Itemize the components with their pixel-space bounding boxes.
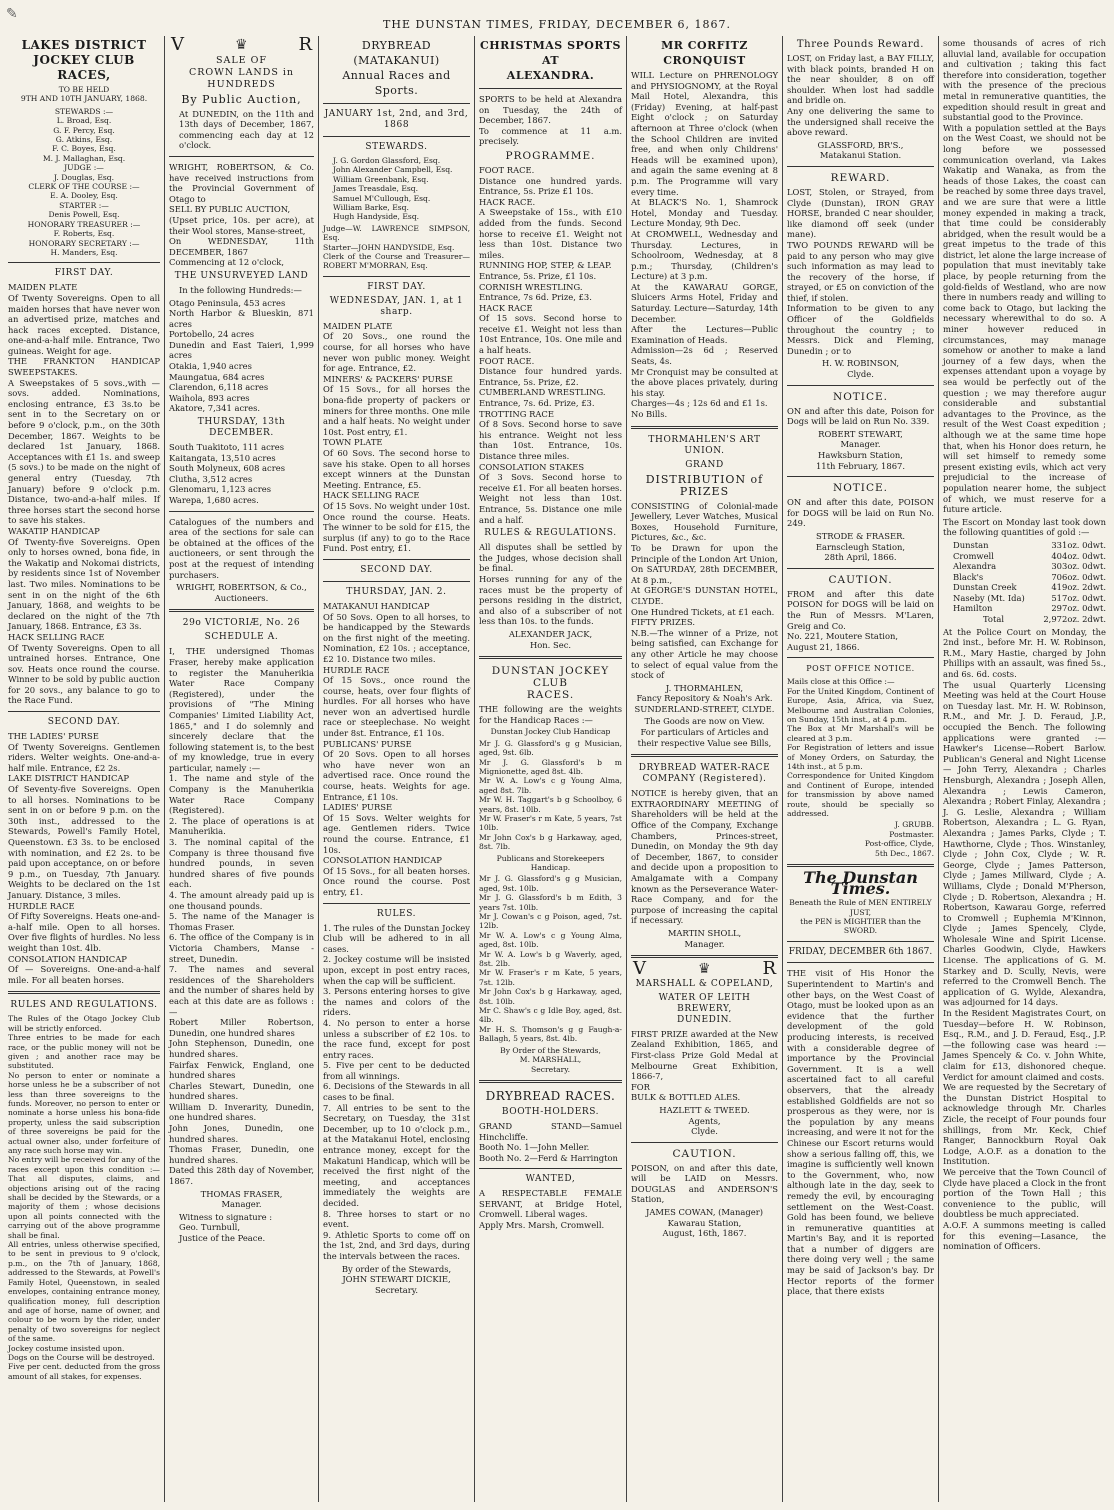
first-day-date: WEDNESDAY, JAN. 1, at 1 sharp.: [329, 295, 464, 317]
caution-text: FROM and after this date POISON for DOGS will be laid on the Run of Messrs. M'Laren, Greig and Co. No. 221, Moutere Station, August 21, 1866.: [787, 588, 934, 652]
water-race-signature: MARTIN SHOLL, Manager.: [667, 927, 742, 949]
djc-handicap-title: Dunstan Jockey Club Handicap: [490, 727, 611, 737]
reward-1-text: LOST, on Friday last, a BAY FILLY, with black points, branded H on the near shoulder, 8 on off shoulder. When lost had saddle and bridle on. Any one delivering the same to the undersigned shall receive the above reward.: [787, 53, 934, 138]
booth-holders-list: GRAND STAND—Samuel Hinchcliffe. Booth No. 1—John Meller. Booth No. 2—Ferd & Harrington: [479, 1120, 622, 1163]
hundreds-intro: In the following Hundreds:—: [179, 284, 302, 295]
rules-text: All disputes shall be settled by the Judges, whose decision shall be final. Horses running for any of the races must be the property of persons residing in the district, and also of a subscriber of not less than 10s. to the funds.: [479, 542, 622, 627]
hundred-row-cell: Otakia, 1,940 acres: [169, 361, 252, 372]
column-5: [626, 36, 782, 1502]
brewery-agents: HAZLETT & TWEED. Agents, Clyde.: [659, 1104, 750, 1137]
divider: [169, 609, 314, 612]
crown-icon: ♛: [697, 961, 711, 978]
hundred-row: [169, 453, 314, 464]
second-day-heading: SECOND DAY.: [360, 564, 433, 575]
divider: [479, 1080, 622, 1083]
schedule-heading: SCHEDULE A.: [204, 632, 279, 643]
schedule-signature: THOMAS FRASER, Manager.: [200, 1188, 283, 1210]
notice-1-signature: ROBERT STEWART, Manager. Hawksburn Station, 11th February, 1867.: [815, 428, 906, 471]
column-3: [318, 36, 474, 1502]
crest-letter-v: V: [171, 36, 184, 55]
hundred-row-cell: Akatore, 7,341 acres.: [169, 403, 261, 414]
djc-signature: By Order of the Stewards, M. MARSHALL, Secretary.: [500, 1045, 601, 1074]
divider: [8, 991, 160, 994]
divider: [323, 903, 470, 904]
divider: [787, 962, 934, 963]
editorial-text: THE visit of His Honor the Superintendent to Martin's and other bays, on the West Coast of Otago, must be looked upon as an evidence that the further development of the gold producing interests, is received with a considerable degree of importance by the Provincial Government. It is a well ascertained fact to all careful observers, that the already established Goldfields are not so prosperous as they were, nor is the population by any means increasing, and were it not for the Chinese our Escort returns would show a serious falling off, this, we imagine is sufficiently well known to the Government, who, now although late in the day, seek to remedy the evil, by encouraging settlement on the West-Coast. Gold has been found, we believe in remunerative quantities at Martin's Bay, and it is reported that a number of diggers are there doing very well ; the same may be said of Jackson's bay. Dr Hector reports of the former place, that there exists: [787, 968, 934, 1297]
water-race-notice: NOTICE is hereby given, that an EXTRAORDINARY MEETING of Shareholders will be held at the Office of the Company, Exchange Chambers, Princes-street, Dunedin, on Monday the 9th day of December, 1867, to consider and decide upon a proposition to Amalgamate with a Company known as the Perseverance Water-Race Company, and for the purpose of increasing the capital if necessary.: [631, 788, 778, 926]
caution-heading: CAUTION.: [672, 1147, 737, 1160]
act-reference: 29o VICTORIÆ, No. 26: [182, 618, 301, 629]
secretary-signature: JOHN STEWART DICKIE, Secretary.: [342, 1274, 451, 1295]
hundred-row-cell: Clarendon, 6,118 acres: [169, 382, 269, 393]
first-day-races: MAIDEN PLATE Of 20 Sovs., one round the course, for all horses who have never won public money. Weight for age. Entrance, £2. MINERS' & PACKERS' PURSE Of 15 Sovs., for all horses the bona-fide property of packers or miners for three months. One mile and a half heats. No weight under 10st. Post entry, £1. TOWN PLATE Of 60 Sovs. The second horse to save his stake. Open to all horses except winners at the Dunstan Meeting. Entrance, £5. HACK SELLING RACE Of 15 Sovs. No weight under 10st. Once round the course. Heats. The winner to be sold for £15, the surplus (if any) to go to the Race Fund. Post entry, £1.: [323, 320, 470, 554]
hundred-row-cell: Otago Peninsula, 453 acres: [169, 297, 286, 308]
gold-row-cell: 404oz. 0dwt.: [1051, 550, 1106, 561]
caution-heading: CAUTION.: [828, 573, 893, 586]
brewery-subheading: WATER OF LEITH BREWERY, DUNEDIN.: [658, 992, 751, 1025]
rules-heading: RULES & REGULATIONS.: [484, 528, 617, 539]
divider: [8, 711, 160, 712]
hundred-row-cell: South Tuakitoto, 111 acres: [169, 442, 285, 453]
drybread-dates: JANUARY 1st, 2nd, and 3rd, 1868: [324, 109, 469, 130]
gold-total-label: Total: [983, 614, 1005, 625]
hundred-row-cell: Kaitangata, 13,510 acres: [169, 452, 276, 463]
wanted-text: A RESPECTABLE FEMALE SERVANT, at Bridge Hotel, Cromwell. Liberal wages. Apply Mrs. Marsh, Cromwell.: [479, 1188, 622, 1231]
sports-signature: ALEXANDER JACK, Hon. Sec.: [508, 628, 593, 650]
hundred-row-cell: Waihola, 893 acres: [169, 392, 250, 403]
divider: [787, 385, 934, 386]
hundred-row: [169, 308, 314, 329]
three-pounds-reward-heading: Three Pounds Reward.: [796, 39, 925, 50]
divider: [631, 955, 778, 958]
lakes-officials: STEWARDS :— L. Broad, Esq. G. F. Percy, Esq. G. Atkins, Esq. F. C. Boyes, Esq. M. J. Mallaghan, Esq. JUDGE :— J. Douglas, Esq. CLERK OF THE COURSE :— E. A. Dooley, Esq. STARTER :— Denis Powell, Esq. HONORARY TREASURER :— F. Roberts, Esq. HONORARY SECRETARY :— H. Manders, Esq.: [27, 106, 141, 257]
reward-2-text: LOST, Stolen, or Strayed, from Clyde (Dunstan), IRON GRAY HORSE, branded C near shoulder, like diamond off seek (under mane). TWO POUNDS REWARD will be paid to any person who may give such information as may lead to the recovery of the horse, if strayed, or £5 on conviction of the thief, if stolen. Information to be given to any Officer of the Goldfields throughout the country ; to Messrs. Dick and Fleming, Dunedin ; or to: [787, 186, 934, 356]
first-day-heading: FIRST DAY.: [367, 281, 426, 292]
divider: [787, 864, 934, 867]
hundreds-list-2: [169, 442, 314, 506]
gold-row: [953, 593, 1106, 604]
gold-row: [953, 572, 1106, 583]
schedule-text: I, THE undersigned Thomas Fraser, hereby make application to register the Manuherikia Water Race Company (Registered), under the provisions of "The Mining Companies' Limited Liability Act, 1865," and I do solemnly and sincerely declare that the following statement is, to the best of my knowledge, true in every particular, namely :— 1. The name and style of the Company is the Manuherikia Water Race Company (Registered). 2. The place of operations is at Manuherikia. 3. The nominal capital of the Company is three thousand five hundred pounds, in seven hundred shares of five pounds each. 4. The amount already paid up is one thousand pounds. 5. The name of the Manager is Thomas Fraser. 6. The office of the Company is in Victoria Chambers, Manse - street, Dunedin. 7. The names and several residences of the Shareholders and the number of shares held by each at this date are as follows :— Robert Miller Robertson, Dunedin, one hundred shares John Stephenson, Dunedin, one hundred shares. Fairfax Fenwick, England, one hundred shares Charles Stewart, Dunedin, one hundred shares. William D. Inverarity, Dunedin, one hundred shares. John Jones, Dunedin, one hundred shares. Thomas Fraser, Dunedin, one hundred shares. Dated this 28th day of November, 1867.: [169, 646, 314, 1187]
distribution-heading: DISTRIBUTION of PRIZES: [645, 472, 764, 498]
public-auction-heading: By Public Auction,: [181, 92, 302, 106]
gold-row-cell: 517oz. 0dwt.: [1051, 592, 1106, 603]
column-4: [474, 36, 626, 1502]
gold-row-cell: 303oz. 0dwt.: [1051, 561, 1106, 572]
editorial-dateline: FRIDAY, DECEMBER 6th 1867.: [788, 946, 933, 957]
second-day-heading: SECOND DAY.: [47, 717, 121, 728]
hundred-row: [169, 372, 314, 383]
gold-row-cell: Dunstan Creek: [953, 582, 1017, 593]
publicans-handicap-entries: Mr J. G. Glassford's g g Musician, aged, 9st. 10lb. Mr J. G. Glassford's b m Edith, 3 years 7st. 10lb. Mr J. Cowan's c g Poison, aged, 7st. 12lb. Mr W. A. Low's c g Young Alma, aged, 8st. 10lb. Mr W. A. Low's b g Waverly, aged, 8st. 2lb. Mr W. Fraser's r m Kate, 5 years, 7st. 12lb. Mr John Cox's b g Harkaway, aged, 8st. 10lb. Mr C. Shaw's c g Idle Boy, aged, 8st. 4lb. Mr H. S. Thomson's g g Faugh-a-Ballagh, 5 years, 8st. 4lb.: [479, 874, 622, 1044]
hundred-row-cell: Warepa, 1,680 acres.: [169, 495, 259, 505]
motto: Beneath the Rule of MEN ENTIRELY JUST, the PEN is MIGHTIER than the SWORD.: [789, 898, 932, 936]
djc-intro: THE following are the weights for the Handicap Races :—: [479, 704, 622, 725]
gold-escort-table: [943, 540, 1106, 614]
hundred-row: [169, 484, 314, 495]
stewards-list: J. G. Gordon Glassford, Esq. John Alexander Campbell, Esq. William Greenbank, Esq. James Treasdale, Esq. Samuel M'Cullough, Esq. William Barke, Esq. Hugh Handyside, Esq.: [333, 156, 453, 222]
divider: [631, 754, 778, 757]
hundred-row-cell: Portobello, 24 acres: [169, 329, 255, 340]
caution-signature: JAMES COWAN, (Manager) Kawarau Station, August, 16th, 1867.: [646, 1207, 763, 1239]
hundred-row: [169, 442, 314, 453]
hundred-row-cell: Clutha, 3,512 acres: [169, 473, 253, 484]
hundred-row: [169, 382, 314, 393]
thormahlen-signature: J. THORMAHLEN, Fancy Repository & Noah's Ark. SUNDERLAND-STREET, CLYDE.: [634, 682, 775, 714]
local-news: At the Police Court on Monday, the 2nd inst., before Mr. H. W. Robinson, R.M., Mary Hastie, charged by John Phillips with an assault, was fined 5s., and 6s. 6d. costs. The usual Quarterly Licensing Meeting was held at the Court House on Tuesday last. Mr. H. W. Robinson, R.M., and Mr. J. D. Feraud, J.P., occupied the Bench. The following applications were granted :—Hawker's License—Robert Barlow. Publican's General and Night License — John Terry, Alexandra ; Charles Hensburgh, Alexandra ; Joseph Allen, Alexandra ; Lewis Cameron, Alexandra ; Robert Finlay, Alexandra ; J. G. Leslie, Alexandra ; William Robertson, Alexandra ; L. G. Ryan, Alexandra ; James Parks, Clyde ; T. Hawthorne, Clyde ; Thos. Winstanley, Clyde ; John Cox, Clyde ; W. R. George, Clyde ; James Patterson, Clyde ; James Millward, Clyde ; A. Williams, Clyde ; Donald M'Pherson, Clyde ; D. Robertson, Alexandra ; H. Robertson, Kawarau Gorge, referred to Cromwell ; Euphemia M'Kinnon, Clyde ; James Spencely, Clyde, Wholesale Wine and Spirit License. Charles Goodwin, Clyde, Hawkers License. The applications of G. M. Starkey and D. Scully, Nevis, were referred to the Cromwell Bench. The application of G. Wylde, Alexandra, was adjourned for 14 days. In the Resident Magistrates Court, on Tuesday—before H. W. Robinson, Esq., R.M., and J. D. Feraud, Esq., J.P.—the following case was heard :—James Spencely & Co. v. John White, claim for £13, dishonored cheque. Verdict for amount claimed and costs. We are requested by the Secretary of the Dunstan District Hospital to acknowledge through Mr. Charles Zicle, the receipt of Four pounds four shillings, from Mr. Keck, Chief Ranger, Bannockburn Royal Oak Lodge, A.O.F. as a donation to the Institution. We perceive that the Town Council of Clyde have placed a Clock in the front portion of the Town Hall ; this convenience to the public, will doubtless be much appreciated. A.O.F. A summons meeting is called for this evening—Lasance, the nomination of Officers.: [943, 626, 1106, 1252]
hundred-row-cell: Glenomaru, 1,123 acres: [169, 484, 271, 495]
gold-row-cell: Black's: [953, 571, 984, 582]
royal-crest: [171, 36, 312, 55]
art-union-footer: The Goods are now on View. For particulars of Articles and their respective Value see Bills,: [637, 716, 772, 748]
caution-text: POISON, on and after this date, will be LAID on Messrs. DOUGLAS and ANDERSON'S Station,: [631, 1162, 778, 1205]
gold-total-row: [943, 614, 1106, 625]
first-day-heading: FIRST DAY.: [54, 268, 114, 279]
hundred-row-cell: North Harbor & Blueskin, 871 acres: [169, 308, 314, 329]
second-day-races: THE LADIES' PURSE Of Twenty Sovereigns. Gentlemen riders. Welter weights. One-and-a-half mile. Entrance, £2 2s. LAKE DISTRICT HANDICAP Of Seventy-five Sovereigns. Open to all horses. Nominations to be sent in on or before 9 p.m. on the 30th inst., addressed to the Stewards, Powell's Family Hotel, Queenstown. £3 3s. to be enclosed with nomination, and £2 2s. to be paid upon acceptance, on or before 9 p.m., on Tuesday, 7th January. Weights to be declared on the 1st January. Distance, 3 miles. HURDLE RACE Of Fifty Sovereigns. Heats one-and-a-half mile. Open to all horses. Over five flights of hurdles. No less weight than 10st. 4lb. CONSOLATION HANDICAP Of — Sovereigns. One-and-a-half mile. For all beaten horses.: [8, 731, 160, 985]
divider: [787, 657, 934, 658]
divider: [479, 656, 622, 659]
reward-2-signature: H. W. ROBINSON, Clyde.: [821, 358, 900, 380]
rules-list: 1. The rules of the Dunstan Jockey Club will be adhered to in all cases. 2. Jockey costume will be insisted upon, except in post entry races, when the cap will be sufficient. 3. Persons entering horses to give the names and colors of the riders. 4. No person to enter a horse unless a subscriber of £2 10s. to the race fund, except for post entry races. 5. Five per cent to be deducted from all winnings. 6. Decisions of the Stewards in all cases to be final. 7. All entries to be sent to the Secretary, on Tuesday, the 31st December, up to 10 o'clock p.m., at the Matakanui Hotel, enclosing entrance money, except for the Makatuni Handicap, which will be received the first night of the meeting, and acceptances immediately the weights are decided. 8. Three horses to start or no event. 9. Athletic Sports to come off on the 1st, 2nd, and 3rd days, during the intervals between the races.: [323, 922, 470, 1261]
dunstan-times-masthead: The Dunstan Times.: [803, 868, 918, 898]
newspaper-header: THE DUNSTAN TIMES, FRIDAY, DECEMBER 6, 1867.: [383, 18, 731, 31]
notice-2-text: ON and after this date, POISON for DOGS will be laid on Run No. 249.: [787, 497, 934, 529]
postmaster-signature: J. GRUBB. Postmaster. Post-office, Clyde, 5th Dec., 1867.: [864, 820, 934, 858]
gold-row-cell: Dunstan: [953, 539, 989, 550]
unsurveyed-heading: THE UNSURVEYED LAND: [174, 270, 309, 281]
hundred-row: [169, 361, 314, 372]
grand-label: GRAND: [685, 459, 724, 470]
editorial-continued: some thousands of acres of rich alluvial land, available for occupation and cultivation ; taking this fact therefore into consideration, together with the presence of the precious metal in remunerative quantities, the expedition should result in great and substantial good to the Province. With a population settled at the Bays on the West Coast, we should not be long before we possessed communication overland, via Lakes Wakatip and Wanaka, as from the heads of those Lakes, the coast can be reached by some three days travel, and we are sure that were a little money expended in making a track, that time could be considerably abridged, when the result would be a great impetus to the trade of this district, let alone the large increase of population that must inevitably take place, by people returning from the gold-fields of Westland, who are now there in numbers ready and willing to come back to Otago, but lacking the necessary wherewithal to do so. A miner however reduced in circumstances, may manage somehow or another to make a land journey of a few days, when the expenses attendant upon a voyage by sea would be perfectly out of the question ; we may therefore augur considerable and substantial advantages to the Province, as the result of the West Coast expedition ; although we at the same time hope that, when his Honor does return, he will set himself to remedy some present existing evils, which act very prejudicial to the increase of population nearer home, the subject of which, we must reserve for a future article.: [943, 38, 1106, 515]
second-day-races: MATAKANUI HANDICAP Of 50 Sovs. Open to all horses, to be handicapped by the Stewards on the first night of the meeting. Nomination, £2 10s. ; acceptance, £2 10. Distance two miles. HURDLE RACE Of 15 Sovs., once round the course, heats, over four flights of hurdles. For all horses who have never won an advertised hurdle race or steeplechase. No weight under 8st. Entrance, £1 10s. PUBLICANS' PURSE Of 20 Sovs. Open to all horses who have never won an advertised race. Once round the course, heats. Weights for age. Entrance, £1 10s. LADIES' PURSE Of 15 Sovs. Welter weights for age. Gentlemen riders. Twice round the course. Entrance, £1 10s. CONSOLATION HANDICAP Of 15 Sovs., for all beaten horses. Once round the course. Post entry, £1.: [323, 600, 470, 897]
rules-text: The Rules of the Otago Jockey Club will be strictly enforced. Three entries to be made for each race, or the public money will not be given ; and another race may be substituted. No person to enter or nominate a horse unless he be a subscriber of not less than three sovereigns to the funds. Moreover, no person to enter or nominate a horse unless his bona-fide property, unless the said subscription of three sovereigns be paid for the actual owner also, under forfeiture of any race such horse may win. No entry will be received for any of the races except upon this condition :—That all disputes, claims, and objections arising out of the racing shall be decided by the Stewards, or a majority of them ; whose decisions upon all points connected with the carrying out of the above programme shall be final. All entries, unless otherwise specified, to be sent in previous to 9 o'clock, p.m., on the 7th of January, 1868, addressed to the Stewards, at Powell's Family Hotel, Queenstown, in sealed envelopes, containing entrance money, qualification money, full description and age of horse, name of owner, and colour to be worn by the rider, under penalty of two sovereigns for neglect of the same. Jockey costume insisted upon. Dogs on the Course will be destroyed. Five per cent. deducted from the gross amount of all stakes, for expenses.: [8, 1014, 160, 1381]
hundred-row: [169, 329, 314, 340]
gold-row: [953, 582, 1106, 593]
art-union-heading: THORMAHLEN'S ART UNION.: [648, 434, 761, 456]
reward-2-heading: REWARD.: [830, 171, 891, 184]
hundred-row-cell: Dunedin and East Taieri, 1,999 acres: [169, 339, 314, 361]
column-2: [164, 36, 318, 1502]
rules-heading: RULES AND REGULATIONS.: [10, 1000, 158, 1011]
column-7: [938, 36, 1110, 1502]
wanted-heading: WANTED,: [525, 1174, 576, 1185]
divider: [169, 511, 314, 512]
witness-block: Witness to signature : Geo. Turnbull, Justice of the Peace.: [179, 1211, 273, 1243]
column-1: [4, 36, 164, 1502]
divider: [479, 88, 622, 89]
crest-letter-r: R: [298, 36, 312, 55]
christmas-sports-heading: CHRISTMAS SPORTS AT ALEXANDRA.: [480, 39, 621, 82]
brewery-text: FIRST PRIZE awarded at the New Zealand Exhibition, 1865, and First-class Prize Gold Medal at Melbourne Great Exhibition, 1866-7, FOR BULK & BOTTLED ALES.: [631, 1028, 778, 1103]
masthead: [0, 0, 1114, 34]
royal-crest: [633, 958, 776, 980]
art-union-text: CONSISTING of Colonial-made Jewellery, Lever Watches, Musical Boxes, Household Furniture, Pictures, &c., &c. To be Drawn for upon the Principle of the London Art Union, On SATURDAY, 28th DECEMBER, At 8 p.m., At GEORGE'S DUNSTAN HOTEL, CLYDE. One Hundred Tickets, at £1 each. FIFTY PRIZES. N.B.—The winner of a Prize, not being satisfied, can Exchange for any other Article he may choose to select of equal value from the stock of: [631, 500, 778, 681]
crown-lands-heading: SALE OF CROWN LANDS in HUNDREDS: [188, 54, 295, 90]
lakes-jockey-dates: TO BE HELD 9TH AND 10TH JANUARY, 1868.: [20, 85, 148, 104]
divider: [479, 1168, 622, 1169]
gold-row: [953, 551, 1106, 562]
cronquist-heading: MR CORFITZ CRONQUIST: [661, 39, 748, 67]
gold-row: [953, 603, 1106, 614]
cronquist-lectures: WILL Lecture on PHRENOLOGY and PHYSIOGNOMY, at the Royal Mail Hotel, Alexandra, this (Friday) Evening, at half-past Eight o'clock ; on Saturday afternoon at Three o'clock (when the School Children are invited free, and when only Childrens' Heads will be examined upon), and again the same evening at 8 p.m. The Programme will vary every time. At BLACK'S No. 1, Shamrock Hotel, Monday and Tuesday. Lecture Monday, 9th Dec. At CROMWELL, Wednesday and Thursday. Lectures, in Schoolroom, Wednesday, at 8 p.m.; Thursday, (Children's Lecture) at 3 p.m. At the KAWARAU GORGE, Sluicers Arms Hotel, Friday and Saturday. Lecture—Saturday, 14th December. After the Lectures—Public Examination of Heads. Admission—2s 6d ; Reserved Seats, 4s. Mr Cronquist may be consulted at the above places privately, during his stay. Charges—4s ; 12s 6d and £1 1s. No Bills.: [631, 70, 778, 419]
divider: [323, 581, 470, 582]
auctioneers-signature: WRIGHT, ROBERTSON, & Co., Auctioneers.: [176, 582, 307, 603]
lakes-jockey-heading: LAKES DISTRICT JOCKEY CLUB RACES,: [21, 38, 147, 82]
gold-row-cell: Cromwell: [953, 550, 994, 561]
divider: [323, 136, 470, 137]
hundred-row-cell: South Molyneux, 608 acres: [169, 463, 286, 474]
hundred-row: [169, 463, 314, 474]
divider: [787, 166, 934, 167]
stewards-heading: STEWARDS.: [365, 142, 428, 152]
gold-row-cell: 297oz. 0dwt.: [1051, 603, 1106, 614]
divider: [787, 941, 934, 942]
notice-1-heading: NOTICE.: [833, 390, 888, 403]
reward-1-signature: GLASSFORD, BR'S., Matakanui Station.: [817, 139, 904, 161]
gold-row-cell: 706oz. 0dwt.: [1051, 571, 1106, 582]
gold-row-cell: Hamilton: [953, 603, 993, 614]
marshall-copeland-heading: MARSHALL & COPELAND,: [635, 978, 774, 989]
hundred-row: [169, 495, 314, 506]
hundreds-list: [169, 298, 314, 415]
publicans-handicap-title: Publicans and Storekeepers Handicap.: [496, 853, 605, 872]
first-day-races: MAIDEN PLATE Of Twenty Sovereigns. Open to all maiden horses that have never won an advertised prize, matches and hack races excepted. Distance, one-and-a-half mile. Entrance, Two guineas. Weight for age. THE FRANKTON HANDICAP SWEEPSTAKES. A Sweepstakes of 5 sovs.,with — sovs. added. Nominations, enclosing entrance, £3 3s.to be sent in to the Secretary on or before 9 o'clock, p.m., on the 30th December, 1867. Weights to be declared 1st January, 1868. Acceptances with £1 1s. and sweep (5 sovs.) to be made on the night of general entry (Tuesday, 7th January) before 9 o'clock p.m. Distance, two-and-a-half miles. If three horses start the second horse to save his stakes. WAKATIP HANDICAP Of Twenty-five Sovereigns. Open only to horses owned, bona fide, in the Wakatip and Nokomai districts, by residents since 1st of November last. Two miles. Nominations to be sent in on the night of the 6th January, 1868, and weights to be declared on the night of the 7th January, 1868. Entrance, £3 3s. HACK SELLING RACE Of Twenty Sovereigns. Open to all untrained horses. Entrance, One sov. Heats once round the course. Winner to be sold by public auction for 20 sovs., any balance to go to the Race Fund.: [8, 282, 160, 706]
escort-intro: The Escort on Monday last took down the following quantities of gold :—: [943, 516, 1106, 538]
programme-heading: PROGRAMME.: [505, 149, 596, 162]
post-office-text: Mails close at this Office :— For the United Kingdom, Continent of Europe, Asia, Africa, via Suez, Melbourne and Australian Colonies, on Sunday, 15th inst., at 4 p.m. The Box at Mr Marshall's will be cleared at 3 p.m. For Registration of letters and issue of Money Orders, on Saturday, the 14th inst., at 5 p.m. Correspondence for United Kingdom and Continent of Europe, intended for transmission by above named route, should be specially so addressed.: [787, 677, 934, 818]
water-race-heading: DRYBREAD WATER-RACE COMPANY (Registered).: [638, 763, 771, 785]
hundred-row: [169, 474, 314, 485]
divider: [631, 1142, 778, 1143]
sports-intro: SPORTS to be held at Alexandra on Tuesday, the 24th of December, 1867. To commence at 11 a.m. precisely.: [479, 94, 622, 147]
gold-total-value: 2,972oz. 2dwt.: [1043, 614, 1106, 625]
djc-heading: DUNSTAN JOCKEY CLUB RACES.: [491, 665, 610, 702]
divider: [323, 276, 470, 277]
gold-row-cell: 419oz. 2dwt.: [1051, 582, 1106, 593]
hundred-row: [169, 298, 314, 309]
divider: [323, 559, 470, 560]
divider: [787, 568, 934, 569]
gold-row: [953, 561, 1106, 572]
booth-holders-heading: BOOTH-HOLDERS.: [501, 1106, 600, 1117]
djc-handicap-entries: Mr J. G. Glassford's g g Musician, aged, 9st. 6lb. Mr J. G. Glassford's b m Mignionette, aged 8st. 4lb. Mr W. A. Low's c g Young Alma, aged 8st. 7lb. Mr W. H. Taggart's b g Schoolboy, 6 years, 8st. 10lb. Mr W. Fraser's r m Kate, 5 years, 7st 10lb. Mr John Cox's b g Harkaway, aged, 8st. 7lb.: [479, 738, 622, 852]
auction-intro: At DUNEDIN, on the 11th and 13th days of December, 1867, commencing each day at 12 o'clock.: [179, 108, 314, 151]
order-line: By order of the Stewards,: [341, 1263, 452, 1274]
officials: Judge—W. LAWRENCE SIMPSON, Esq. Starter—JOHN HANDYSIDE, Esq. Clerk of the Course and Treasurer—ROBERT M'MORRAN, Esq.: [323, 223, 470, 271]
crown-icon: ♛: [234, 37, 248, 53]
catalogues-text: Catalogues of the numbers and area of the sections for sale can be obtained at the offices of the auctioneers, or sent through the post at the request of intending purchasers.: [169, 516, 314, 580]
divider: [631, 426, 778, 429]
notice-2-heading: NOTICE.: [833, 482, 888, 495]
drybread-races-heading: DRYBREAD RACES.: [485, 1088, 616, 1103]
divider: [323, 103, 470, 104]
second-day-date: THURSDAY, JAN. 2.: [346, 586, 447, 597]
divider: [169, 156, 314, 157]
hundred-row: [169, 403, 314, 414]
thursday-heading: THURSDAY, 13th DECEMBER.: [197, 417, 286, 439]
hundred-row-cell: Maungatua, 684 acres: [169, 371, 265, 382]
crest-letter-r: R: [762, 958, 776, 980]
divider: [787, 476, 934, 477]
gold-row-cell: Naseby (Mt. Ida): [953, 592, 1025, 603]
notice-1-text: ON and after this date, Poison for Dogs will be laid on Run No. 339.: [787, 405, 934, 427]
crest-letter-v: V: [633, 958, 646, 980]
hundred-row: [169, 340, 314, 361]
gold-row: [953, 540, 1106, 551]
programme-events: FOOT RACE. Distance one hundred yards. Entrance, 5s. Prize £1 10s. HACK RACE. A Sweepstake of 15s., with £10 added from the funds. Second horse to receive £1. Weight not less than 10st. Distance two miles. RUNNING HOP, STEP, & LEAP. Entrance, 5s. Prize, £1 10s. CORNISH WRESTLING. Entrance, 7s 6d. Prize, £3. HACK RACE Of 15 sovs. Second horse to receive £1. Weight not less than 10st Entrance, 10s. One mile and a half heats. FOOT RACE. Distance four hundred yards. Entrance, 5s. Prize, £2. CUMBERLAND WRESTLING. Entrance, 7s. 6d. Prize, £3. TROTTING RACE Of 8 Sovs. Second horse to save his entrance. Weight not less than 10st. Entrance, 10s. Distance three miles. CONSOLATION STAKES Of 3 Sovs. Second horse to receive £1. For all beaten horses. Weight not less than 10st. Entrance, 5s. Distance one mile and a half.: [479, 164, 622, 525]
column-6: [782, 36, 938, 1502]
drybread-heading: DRYBREAD (MATAKANUI) Annual Races and Sports.: [342, 39, 451, 97]
rules-heading: RULES.: [376, 908, 417, 919]
post-office-heading: POST OFFICE NOTICE.: [806, 664, 915, 674]
notice-2-signature: STRODE & FRASER. Earnscleugh Station, 28th April, 1866.: [815, 530, 906, 563]
gold-row-cell: Alexandra: [953, 561, 997, 572]
hundred-row: [169, 393, 314, 404]
divider: [8, 262, 160, 263]
page-corner-mark: ✎: [6, 6, 18, 22]
wright-robertson-notice: WRIGHT, ROBERTSON, & Co. have received instructions from the Provincial Government of Otago to SELL BY PUBLIC AUCTION, (Upset price, 10s. per acre), at their Wool stores, Manse-street, On WEDNESDAY, 11th DECEMBER, 1867 Commencing at 12 o'clock,: [169, 161, 314, 268]
gold-row-cell: 331oz. 0dwt.: [1051, 539, 1106, 550]
